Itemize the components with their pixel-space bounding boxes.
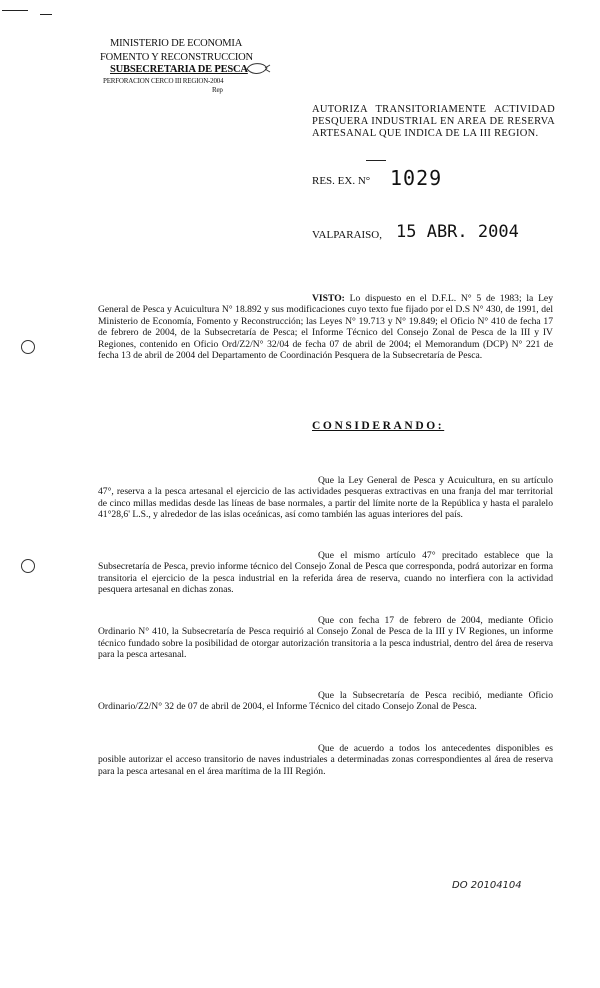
date-stamp: 15 ABR. 2004 bbox=[396, 222, 519, 242]
considerando-paragraph-3: Que con fecha 17 de febrero de 2004, mediante Oficio Ordinario N° 410, la Subsecretaría de Pesca requirió al Consejo Zonal de Pesca de la III y IV Regiones, un informe técnico fundado sobre la posibilidad de otorgar autorización transitoria a la pesca industrial, dentro del área de reserva para la pesca artesanal. bbox=[98, 615, 553, 661]
visto-paragraph bbox=[98, 293, 553, 361]
header-ref: Rep bbox=[212, 86, 223, 94]
resolution-dash-marks bbox=[366, 160, 386, 161]
binder-hole bbox=[21, 340, 35, 354]
header-perforacion: PERFORACION CERCO III REGION-2004 bbox=[103, 77, 224, 85]
resolution-number: 1029 bbox=[390, 166, 443, 190]
considerando-heading: CONSIDERANDO: bbox=[312, 420, 445, 432]
header-subsecretaria: SUBSECRETARIA DE PESCA bbox=[110, 64, 248, 75]
considerando-paragraph-4: Que la Subsecretaría de Pesca recibió, mediante Oficio Ordinario/Z2/N° 32 de 07 de abril de 2004, el Informe Técnico del citado Consejo Zonal de Pesca. bbox=[98, 690, 553, 713]
visto-label: VISTO: bbox=[312, 293, 345, 304]
place-label: VALPARAISO, bbox=[312, 229, 382, 241]
considerando-paragraph-5: Que de acuerdo a todos los antecedentes disponibles es posible autorizar el acceso transitorio de naves industriales a determinadas zonas correspondientes al área de reserva para la pesca artesanal en el área marítima de la III Región. bbox=[98, 743, 553, 777]
document-title: AUTORIZA TRANSITORIAMENTE ACTIVIDAD PESQUERA INDUSTRIAL EN AREA DE RESERVA ARTESANAL QUE INDICA DE LA III REGION. bbox=[312, 104, 555, 139]
resolution-label: RES. EX. N° bbox=[312, 175, 371, 187]
scan-mark bbox=[2, 10, 28, 11]
handwritten-note: DO 20104104 bbox=[452, 880, 522, 891]
considerando-paragraph-2: Que el mismo artículo 47° precitado establece que la Subsecretaría de Pesca, previo informe técnico del Consejo Zonal de Pesca que corresponda, podrá autorizar en forma transitoria el ejercicio de la pesca industrial en la referida área de reserva, cuando no interfiera con la actividad pesquera artesanal en dichas zonas. bbox=[98, 550, 553, 596]
binder-hole bbox=[21, 559, 35, 573]
header-fomento: FOMENTO Y RECONSTRUCCION bbox=[100, 52, 253, 63]
visto-text: Lo dispuesto en el D.F.L. N° 5 de 1983; la Ley General de Pesca y Acuicultura N° 18.892 y sus modificaciones cuyo texto fue fijado por el D.S N° 430, de 1991, del Ministerio de Economía, Fomento y Reconstrucción; las Leyes N° 19.713 y N° 19.849; el Oficio N° 410 de fecha 17 de febrero de 2004, de la Subsecretaría de Pesca; el Informe Técnico del Consejo Zonal de Pesca de la III y IV Regiones, contenido en Oficio Ord/Z2/N° 32/04 de fecha 07 de abril de 2004; el Memorandum (DCP) N° 221 de fecha 13 de abril de 2004 del Departamento de Coordinación Pesquera de la Subsecretaría de Pesca. bbox=[98, 293, 553, 362]
considerando-paragraph-1: Que la Ley General de Pesca y Acuicultura, en su artículo 47°, reserva a la pesca artesanal el ejercicio de las actividades pesqueras extractivas en una franja del mar territorial de cinco millas medidas desde las líneas de base normales, a partir del límite norte de la República y hasta el paralelo 41°28,6' L.S., y alrededor de las islas oceánicas, así como también las aguas interiores del país. bbox=[98, 475, 553, 521]
header-ministerio: MINISTERIO DE ECONOMIA bbox=[110, 38, 243, 49]
scan-mark bbox=[40, 14, 52, 15]
